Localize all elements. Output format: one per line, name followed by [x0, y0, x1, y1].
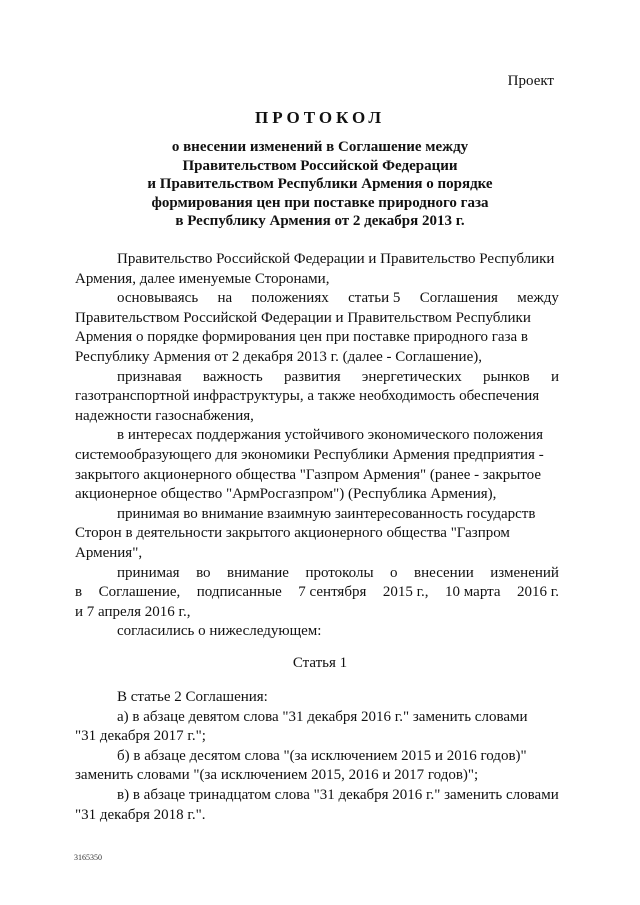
word: основываясь: [117, 290, 199, 307]
preamble-basing-line: Республику Армения от 2 декабря 2013 г. (далее - Соглашение),: [75, 348, 482, 365]
document-title: ПРОТОКОЛ: [254, 108, 385, 127]
word: 10 марта: [445, 584, 501, 601]
word: в: [75, 584, 83, 601]
preamble-recognizing-line: газотранспортной инфраструктуры, а также необходимость обеспечения: [75, 388, 540, 405]
word: во: [196, 564, 211, 581]
word: признавая: [117, 368, 182, 385]
preamble-mutual-line: Сторон в деятельности закрытого акционерного общества "Газпром: [75, 525, 510, 542]
article-item-a-line: "31 декабря 2017 г.";: [75, 728, 206, 745]
subtitle-line: формирования цен при поставке природного газа: [151, 194, 489, 211]
word: и: [550, 368, 559, 385]
preamble-mutual-line: принимая во внимание взаимную заинтересованность государств: [117, 505, 536, 522]
word: рынков: [482, 368, 530, 385]
preamble-parties-line: Армения, далее именуемые Сторонами,: [75, 270, 330, 287]
word: развития: [283, 368, 341, 385]
word: внимание: [227, 564, 289, 581]
draft-mark: Проект: [507, 73, 554, 89]
article-intro: В статье 2 Соглашения:: [117, 689, 268, 705]
article-item-b-line: б) в абзаце десятом слова "(за исключением 2015 и 2016 годов)": [117, 747, 527, 764]
word: 2015 г.,: [382, 584, 429, 601]
preamble-recognizing-line: [75, 368, 559, 388]
preamble-recognizing-line: надежности газоснабжения,: [75, 407, 254, 424]
word: положениях: [251, 290, 329, 307]
word: протоколы: [305, 564, 374, 581]
subtitle-line: Правительством Российской Федерации: [182, 157, 458, 174]
article-heading: Статья 1: [292, 655, 348, 671]
preamble-protocols-line: и 7 апреля 2016 г.,: [75, 603, 191, 620]
article-item-c-line: "31 декабря 2018 г.".: [75, 806, 206, 823]
word: изменений: [490, 564, 559, 581]
article-item-c-line: в) в абзаце тринадцатом слова "31 декабря 2016 г." заменить словами: [117, 786, 559, 803]
word: важность: [202, 368, 263, 385]
article-item-a-line: а) в абзаце девятом слова "31 декабря 2016 г." заменить словами: [117, 708, 528, 725]
word: 7 сентября: [298, 584, 367, 601]
word: на: [217, 290, 233, 307]
word: энергетических: [361, 368, 462, 385]
subtitle-line: и Правительством Республики Армения о порядке: [147, 176, 493, 193]
word: подписанные: [196, 584, 282, 601]
preamble-parties-line: Правительство Российской Федерации и Правительство Республики: [117, 251, 555, 267]
word: о: [390, 564, 398, 581]
subtitle-line: в Республику Армения от 2 декабря 2013 г.: [175, 213, 465, 230]
preamble-interests-line: в интересах поддержания устойчивого экономического положения: [117, 427, 543, 444]
preamble: [75, 250, 559, 642]
preamble-mutual-line: Армения",: [75, 544, 143, 561]
preamble-agreed-line: согласились о нижеследующем:: [117, 623, 322, 640]
word: статьи 5: [348, 290, 401, 307]
article-body: [75, 688, 559, 825]
preamble-basing-line: Правительством Российской Федерации и Правительством Республики: [75, 309, 531, 326]
preamble-protocols-line: [75, 583, 559, 603]
preamble-interests-line: системообразующего для экономики Республики Армения предприятия -: [75, 446, 544, 463]
word: внесении: [414, 564, 474, 581]
word: 2016 г.: [517, 584, 559, 601]
word: принимая: [117, 564, 180, 581]
preamble-interests-line: закрытого акционерного общества "Газпром Армения" (ранее - закрытое: [75, 466, 542, 483]
preamble-basing-line: Армения о порядке формирования цен при поставке природного газа в: [75, 329, 529, 346]
preamble-interests-line: акционерное общество "АрмРосгазпром") (Республика Армения),: [75, 486, 497, 503]
footer-document-code: 3165350: [74, 853, 102, 862]
document-subtitle: [0, 138, 640, 231]
preamble-basing-line: [75, 289, 559, 309]
word: Соглашение,: [98, 584, 181, 601]
preamble-protocols-line: [75, 564, 559, 584]
article-item-b-line: заменить словами "(за исключением 2015, 2016 и 2017 годов)";: [75, 767, 479, 784]
subtitle-line: о внесении изменений в Соглашение между: [171, 139, 469, 155]
word: между: [517, 290, 559, 307]
word: Соглашения: [419, 290, 498, 307]
